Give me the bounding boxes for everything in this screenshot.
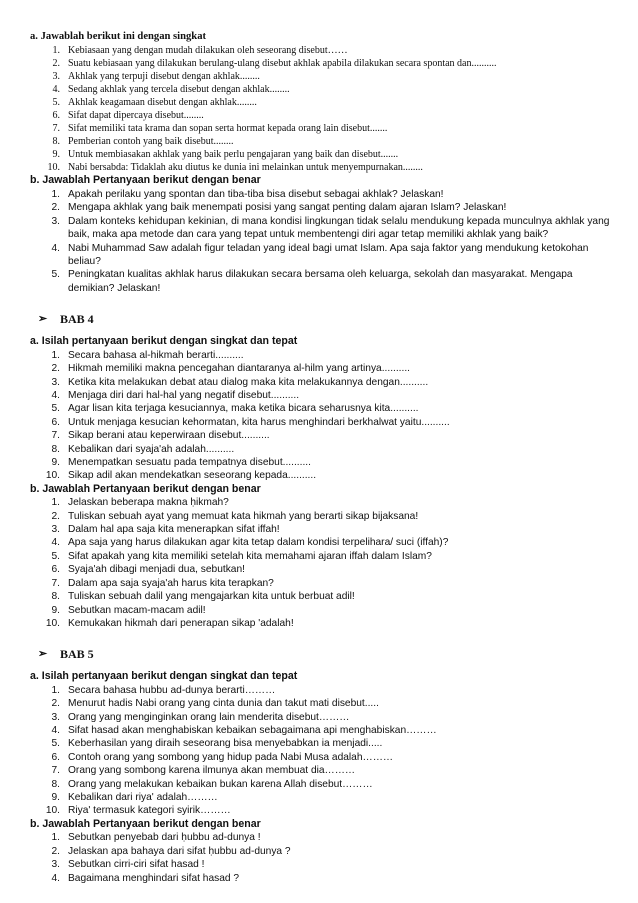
list-item: 5. Agar lisan kita terjaga kesuciannya, maka ketika bicara seharusnya kita.......... (51, 403, 419, 415)
question-text: Sedang akhlak yang tercela disebut dengan akhlak........ (68, 83, 290, 95)
question-text: Apakah perilaku yang spontan dan tiba-tiba bisa disebut sebagai akhlak? Jelaskan! (68, 188, 444, 200)
question-list (30, 349, 620, 483)
list-item: 9. Sebutkan macam-macam adil! (51, 604, 206, 616)
question-text: Dalam konteks kehidupan kekinian, di mana kondisi lingkungan tidak selalu mendukung kepada munculnya akhlak yang baik, maka apa metode dan cara yang tepat untuk membentengi diri agar tetap memiliki akhlak yang baik? (68, 215, 610, 241)
question-text: Bagaimana menghindari sifat hasad ? (68, 872, 240, 884)
list-item: 5. Sifat apakah yang kita memiliki setelah kita memahami ajaran iffah dalam Islam? (51, 550, 432, 562)
question-text: Kebalikan dari syaja'ah adalah.......... (68, 443, 235, 455)
question-text: Secara bahasa al-hikmah berarti.......... (68, 349, 244, 361)
list-item: 10. Nabi bersabda: Tidaklah aku diutus ke dunia ini melainkan untuk menyempurnakan........ (47, 162, 423, 174)
list-item: 2. Menurut hadis Nabi orang yang cinta dunia dan takut mati disebut..... (51, 698, 379, 710)
list-item: 10. Sikap adil akan mendekatkan seseorang kepada.......... (45, 470, 317, 482)
question-text: Nabi bersabda: Tidaklah aku diutus ke dunia ini melainkan untuk menyempurnakan........ (68, 162, 423, 174)
list-item: 5. Akhlak keagamaan disebut dengan akhlak........ (52, 96, 257, 108)
list-item: 3. Ketika kita melakukan debat atau dialog maka kita melakukannya dengan.......... (51, 376, 429, 388)
list-item: 6. Syaja'ah dibagi menjadi dua, sebutkan! (51, 564, 245, 576)
section-b-intro (30, 174, 620, 295)
list-item: 1. Secara bahasa al-hikmah berarti.......... (51, 349, 244, 361)
question-text: Menurut hadis Nabi orang yang cinta dunia dan takut mati disebut..... (68, 698, 379, 710)
question-text: Mengapa akhlak yang baik menempati posisi yang sangat penting dalam ajaran Islam? Jelaskan! (68, 202, 507, 214)
question-text: Keberhasilan yang diraih seseorang bisa menyebabkan ia menjadi..... (68, 738, 383, 750)
question-list (30, 496, 620, 630)
question-text: Tuliskan sebuah dalil yang mengajarkan kita untuk berbuat adil! (68, 591, 355, 603)
question-text: Orang yang melakukan kebaikan bukan karena Allah disebut……… (68, 778, 373, 790)
question-text: Tuliskan sebuah ayat yang memuat kata hikmah yang berarti sikap bijaksana! (68, 510, 419, 522)
question-text: Syaja'ah dibagi menjadi dua, sebutkan! (68, 564, 245, 576)
question-text: Orang yang menginginkan orang lain menderita disebut……… (68, 711, 350, 723)
list-item: 7. Dalam apa saja syaja'ah harus kita terapkan? (51, 577, 274, 589)
list-item: 4. Sifat hasad akan menghabiskan kebaikan sebagaimana api menghabiskan……… (51, 725, 437, 737)
list-item: 2. Suatu kebiasaan yang dilakukan berulang-ulang disebut akhlak apabila dilakukan secara spontan dan.......... (52, 57, 497, 69)
question-text: Sifat dapat dipercaya disebut........ (68, 109, 204, 121)
list-item: 3. Akhlak yang terpuji disebut dengan akhlak........ (52, 70, 260, 82)
question-text: Jelaskan beberapa makna ḥikmah? (68, 497, 229, 509)
question-text: Nabi Muhammad Saw adalah figur teladan yang ideal bagi umat Islam. Apa saja faktor yang mendukung ketokohan beliau? (68, 242, 589, 267)
list-item: 1. Jelaskan beberapa makna ḥikmah? (51, 497, 229, 509)
list-item: 2. Tuliskan sebuah ayat yang memuat kata hikmah yang berarti sikap bijaksana! (51, 510, 419, 522)
question-list (30, 831, 620, 885)
list-item: 2. Mengapa akhlak yang baik menempati posisi yang sangat penting dalam ajaran Islam? Jelaskan! (51, 202, 507, 214)
question-text: Sebutkan penyebab dari ḥubbu ad-dunya ! (68, 832, 261, 844)
chapter-title: BAB 4 (60, 312, 94, 327)
question-text: Kemukakan hikmah dari penerapan sikap 'adalah! (68, 617, 294, 629)
list-item: 10. Riya' termasuk kategori syirik……… (45, 805, 231, 817)
list-item: 9. Kebalikan dari riya' adalah……… (51, 792, 218, 804)
chapter-heading-bab5 (30, 646, 620, 662)
question-text: Akhlak yang terpuji disebut dengan akhlak........ (68, 70, 260, 82)
bab5-section-b (30, 818, 620, 885)
question-text: Pemberian contoh yang baik disebut........ (68, 136, 234, 148)
list-item: 6. Contoh orang yang sombong yang hidup pada Nabi Musa adalah……… (51, 751, 394, 763)
question-text: Akhlak keagamaan disebut dengan akhlak........ (68, 96, 257, 108)
question-text: Menjaga diri dari hal-hal yang negatif disebut.......... (68, 389, 300, 401)
question-text: Agar lisan kita terjaga kesuciannya, maka ketika bicara seharusnya kita.......... (68, 403, 419, 415)
list-item: 4. Apa saja yang harus dilakukan agar kita tetap dalam kondisi terpelihara/ suci (iffah)? (51, 537, 449, 549)
section-heading: b. Jawablah Pertanyaan berikut dengan benar (30, 482, 261, 495)
question-text: Sebutkan macam-macam adil! (68, 604, 206, 616)
question-text: Kebalikan dari riya' adalah……… (68, 792, 218, 804)
list-item: 8. Kebalikan dari syaja'ah adalah.......... (51, 443, 235, 455)
question-text: Sikap berani atau keperwiraan disebut.......... (68, 430, 270, 442)
question-text: Peningkatan kualitas akhlak harus dilakukan secara bersama oleh keluarga, sekolah dan masyarakat. Mengapa demikian? Jelaskan! (68, 269, 573, 294)
chapter-title: BAB 5 (60, 647, 94, 662)
list-item: 7. Sifat memiliki tata krama dan sopan serta hormat kepada orang lain disebut....... (52, 123, 388, 135)
question-text: Hikmah memiliki makna pencegahan diantaranya al-hilm yang artinya.......... (68, 363, 411, 375)
question-text: Sifat hasad akan menghabiskan kebaikan sebagaimana api menghabiskan……… (68, 725, 437, 737)
bab4-section-b (30, 483, 620, 631)
list-item: 1. Kebiasaan yang dengan mudah dilakukan oleh seseorang disebut…… (52, 44, 348, 56)
list-item: 3. Orang yang menginginkan orang lain menderita disebut……… (51, 711, 350, 723)
list-item: 2. Jelaskan apa bahaya dari sifat ḥubbu ad-dunya ? (51, 845, 291, 857)
list-item: 7. Orang yang sombong karena ilmunya akan membuat dia……… (51, 765, 356, 777)
question-list (30, 188, 620, 295)
bab4-section-a (30, 335, 620, 483)
question-text: Riya' termasuk kategori syirik……… (68, 805, 231, 817)
section-heading: b. Jawablah Pertanyaan berikut dengan benar (30, 817, 261, 830)
question-text: Menempatkan sesuatu pada tempatnya disebut.......... (68, 456, 311, 468)
list-item: 6. Untuk menjaga kesucian kehormatan, kita harus menghindari berkhalwat yaitu.......... (51, 416, 450, 428)
arrow-bullet-icon: ➢ (38, 648, 48, 661)
question-text: Untuk membiasakan akhlak yang baik perlu pengajaran yang baik dan disebut....... (68, 149, 399, 161)
section-heading: a. Isilah pertanyaan berikut dengan singkat dan tepat (30, 335, 298, 348)
chapter-heading-bab4 (30, 311, 620, 327)
list-item: 5. Keberhasilan yang diraih seseorang bisa menyebabkan ia menjadi..... (51, 738, 383, 750)
section-heading: a. Jawablah berikut ini dengan singkat (30, 31, 207, 42)
list-item: 9. Menempatkan sesuatu pada tempatnya disebut.......... (51, 456, 311, 468)
question-list (30, 44, 620, 175)
section-a-intro (30, 30, 620, 174)
list-item: 9. Untuk membiasakan akhlak yang baik perlu pengajaran yang baik dan disebut....... (52, 149, 399, 161)
list-item: 3. Dalam konteks kehidupan kekinian, di mana kondisi lingkungan tidak selalu mendukung kepada munculnya akhlak yang baik, maka apa metode dan cara yang tepat untuk membentengi diri agar tetap memiliki akhlak yang baik? (51, 215, 610, 241)
worksheet-page (30, 30, 620, 885)
question-text: Sikap adil akan mendekatkan seseorang kepada.......... (68, 470, 317, 482)
list-item: 8. Pemberian contoh yang baik disebut........ (52, 136, 234, 148)
question-list (30, 684, 620, 818)
question-text: Contoh orang yang sombong yang hidup pada Nabi Musa adalah……… (68, 751, 394, 763)
question-text: Untuk menjaga kesucian kehormatan, kita harus menghindari berkhalwat yaitu.......... (68, 416, 450, 428)
question-text: Orang yang sombong karena ilmunya akan membuat dia……… (68, 765, 356, 777)
list-item: 8. Tuliskan sebuah dalil yang mengajarkan kita untuk berbuat adil! (51, 591, 355, 603)
question-text: Jelaskan apa bahaya dari sifat ḥubbu ad-dunya ? (68, 845, 291, 857)
list-item: 7. Sikap berani atau keperwiraan disebut.......... (51, 430, 270, 442)
list-item: 8. Orang yang melakukan kebaikan bukan karena Allah disebut……… (51, 778, 373, 790)
list-item: 5. Peningkatan kualitas akhlak harus dilakukan secara bersama oleh keluarga, sekolah dan masyarakat. Mengapa demikian? Jelaskan! (51, 269, 573, 294)
question-text: Sifat memiliki tata krama dan sopan serta hormat kepada orang lain disebut....... (68, 123, 388, 135)
section-heading: b. Jawablah Pertanyaan berikut dengan benar (30, 174, 261, 187)
arrow-bullet-icon: ➢ (38, 313, 48, 326)
list-item: 3. Dalam hal apa saja kita menerapkan sifat iffah! (51, 524, 280, 536)
list-item: 1. Sebutkan penyebab dari ḥubbu ad-dunya ! (51, 832, 261, 844)
list-item: 4. Menjaga diri dari hal-hal yang negatif disebut.......... (51, 389, 300, 401)
question-text: Sifat apakah yang kita memiliki setelah kita memahami ajaran iffah dalam Islam? (68, 550, 432, 562)
list-item: 2. Hikmah memiliki makna pencegahan diantaranya al-hilm yang artinya.......... (51, 363, 411, 375)
bab5-section-a (30, 670, 620, 818)
list-item: 3. Sebutkan cirri-ciri sifat hasad ! (51, 859, 205, 871)
question-text: Apa saja yang harus dilakukan agar kita tetap dalam kondisi terpelihara/ suci (iffah)? (68, 537, 449, 549)
list-item: 10. Kemukakan hikmah dari penerapan sikap 'adalah! (45, 617, 294, 629)
list-item: 6. Sifat dapat dipercaya disebut........ (52, 109, 204, 121)
list-item: 4. Bagaimana menghindari sifat hasad ? (51, 872, 240, 884)
section-heading: a. Isilah pertanyaan berikut dengan singkat dan tepat (30, 670, 298, 683)
list-item: 1. Secara bahasa hubbu ad-dunya berarti……… (51, 684, 276, 696)
list-item: 1. Apakah perilaku yang spontan dan tiba-tiba bisa disebut sebagai akhlak? Jelaskan! (51, 188, 444, 200)
question-text: Suatu kebiasaan yang dilakukan berulang-ulang disebut akhlak apabila dilakukan secara spontan dan.......... (68, 57, 497, 69)
question-text: Ketika kita melakukan debat atau dialog maka kita melakukannya dengan.......... (68, 376, 429, 388)
question-text: Kebiasaan yang dengan mudah dilakukan oleh seseorang disebut…… (68, 44, 348, 56)
question-text: Dalam hal apa saja kita menerapkan sifat iffah! (68, 524, 280, 536)
question-text: Dalam apa saja syaja'ah harus kita terapkan? (68, 577, 274, 589)
list-item: 4. Nabi Muhammad Saw adalah figur teladan yang ideal bagi umat Islam. Apa saja faktor yang mendukung ketokohan beliau? (51, 242, 589, 267)
list-item: 4. Sedang akhlak yang tercela disebut dengan akhlak........ (52, 83, 290, 95)
question-text: Secara bahasa hubbu ad-dunya berarti……… (68, 684, 276, 696)
question-text: Sebutkan cirri-ciri sifat hasad ! (68, 859, 205, 871)
